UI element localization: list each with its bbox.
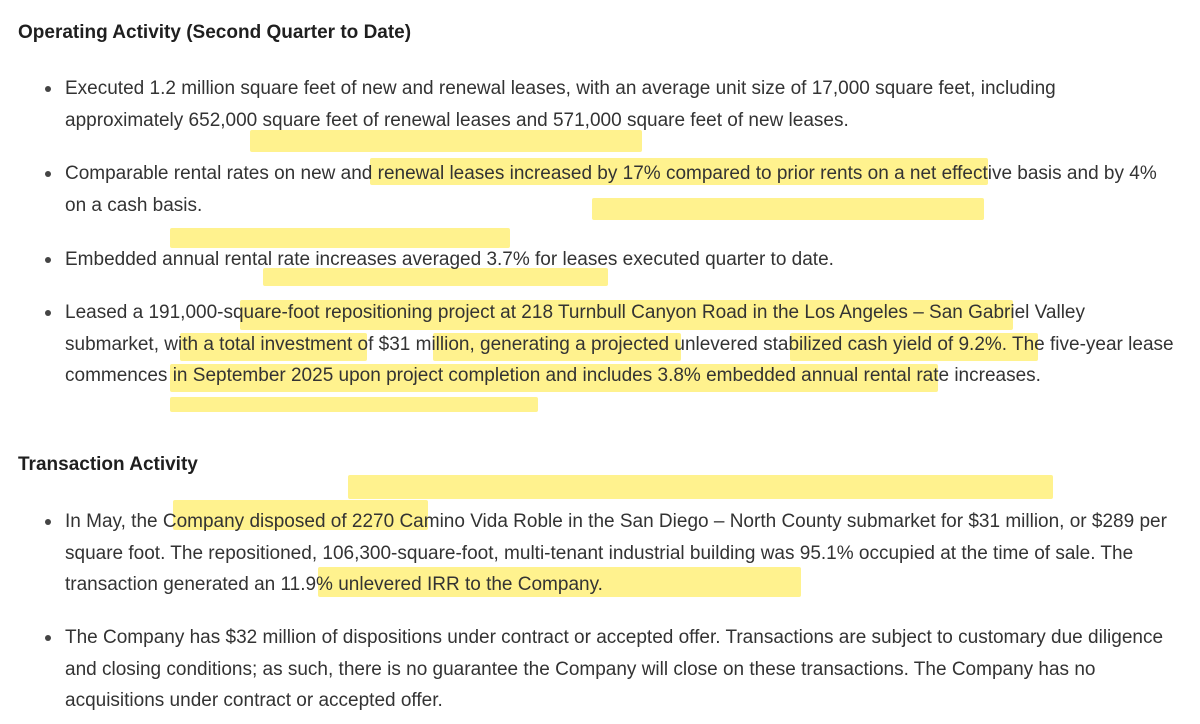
bullet-dot-icon bbox=[45, 171, 51, 177]
bullet-dot-icon bbox=[45, 86, 51, 92]
list-item-text: In May, the Company disposed of 2270 Camino Vida Roble in the San Diego – North County submarket for $31 million, or $289 per square foot. The repositioned, 106,300-square-foot, multi-tenant industrial building was 95.1% occupied at the time of sale. The transaction generated an 11.9% unlevered IRR to the Company. bbox=[65, 511, 1167, 595]
list-item-text: Leased a 191,000-square-foot repositioning project at 218 Turnbull Canyon Road in the Los Angeles – San Gabriel Valley submarket, with a total investment of $31 million, generating a projected unlevered stabilized cash yield of 9.2%. The five-year lease commences in September 2025 upon project completion and includes 3.8% embedded annual rental rate increases. bbox=[65, 302, 1174, 386]
list-item bbox=[65, 158, 1175, 221]
list-item-text: Executed 1.2 million square feet of new and renewal leases, with an average unit size of 17,000 square feet, including approximately 652,000 square feet of renewal leases and 571,000 square feet of new leases. bbox=[65, 78, 1056, 131]
list-item bbox=[65, 73, 1175, 136]
bullet-dot-icon bbox=[45, 635, 51, 641]
list-item bbox=[65, 622, 1175, 717]
list-item bbox=[65, 297, 1175, 392]
bullet-dot-icon bbox=[45, 310, 51, 316]
section-heading-operating-activity: Operating Activity (Second Quarter to Date) bbox=[18, 22, 412, 43]
list-item-text: Embedded annual rental rate increases averaged 3.7% for leases executed quarter to date. bbox=[65, 249, 834, 270]
section-heading-transaction-activity: Transaction Activity bbox=[18, 454, 198, 475]
list-item-text: Comparable rental rates on new and renewal leases increased by 17% compared to prior rents on a net effective basis and by 4% on a cash basis. bbox=[65, 163, 1157, 216]
bullet-dot-icon bbox=[45, 519, 51, 525]
list-item bbox=[65, 244, 1175, 276]
bullet-dot-icon bbox=[45, 257, 51, 263]
list-item-text: The Company has $32 million of dispositions under contract or accepted offer. Transactions are subject to customary due diligence and closing conditions; as such, there is no guarantee the Company will close on these transactions. The Company has no acquisitions under contract or accepted offer. bbox=[65, 627, 1164, 711]
list-item bbox=[65, 506, 1175, 601]
